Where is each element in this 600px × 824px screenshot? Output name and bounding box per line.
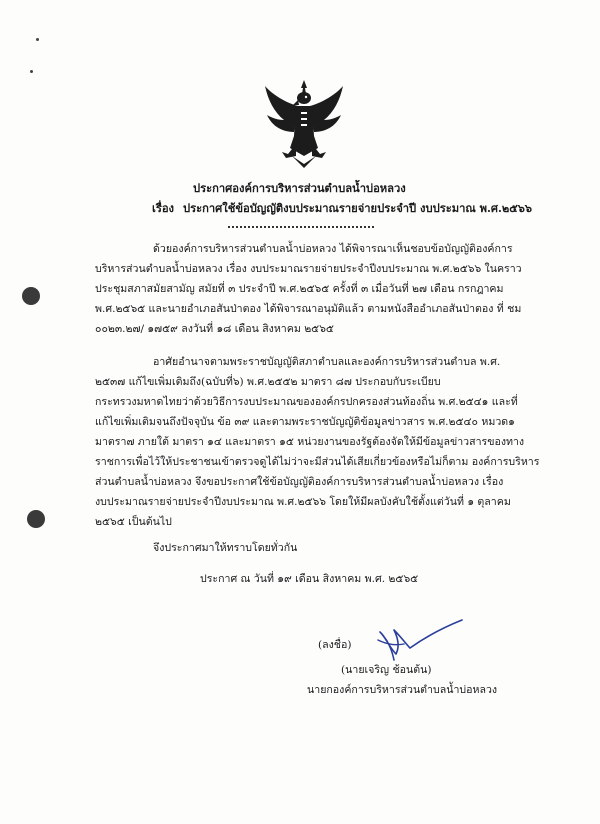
announcement-date: ประกาศ ณ วันที่ ๑๙ เดือน สิงหาคม พ.ศ. ๒๕๖๕ bbox=[200, 573, 419, 585]
paragraph2-line: ๒๕๓๗ แก้ไขเพิ่มเติมถึง(ฉบับที่๖) พ.ศ.๒๕๕๒ มาตรา ๘๗ ประกอบกับระเบียบ bbox=[95, 376, 441, 388]
punch-hole-bottom bbox=[27, 510, 45, 528]
paragraph2-line: งบประมาณรายจ่ายประจำปีงบประมาณ พ.ศ.๒๕๖๖ โดยให้มีผลบังคับใช้ตั้งแต่วันที่ ๑ ตุลาคม bbox=[95, 496, 511, 508]
paragraph1-line: ประชุมสภาสมัยสามัญ สมัยที่ ๓ ประจำปี พ.ศ.๒๕๖๕ ครั้งที่ ๓ เมื่อวันที่ ๒๗ เดือน กรกฎาคม bbox=[95, 283, 504, 295]
subject-text: ประกาศใช้ข้อบัญญัติงบประมาณรายจ่ายประจำปี งบประมาณ พ.ศ.๒๕๖๖ bbox=[183, 201, 532, 215]
paragraph2-line: กระทรวงมหาดไทยว่าด้วยวิธีการงบประมาณขององค์กรปกครองส่วนท้องถิ่น พ.ศ.๒๕๔๑ และที่ bbox=[95, 396, 518, 408]
signer-name: (นายเจริญ ช้อนต้น) bbox=[341, 664, 432, 676]
subject-label: เรื่อง bbox=[152, 201, 175, 215]
sign-label: (ลงชื่อ) bbox=[318, 639, 352, 651]
paragraph2-line: อาศัยอำนาจตามพระราชบัญญัติสภาตำบลและองค์การบริหารส่วนตำบล พ.ศ. bbox=[153, 356, 501, 368]
speck-mark bbox=[36, 38, 39, 41]
document-title: ประกาศองค์การบริหารส่วนตำบลน้ำบ่อหลวง bbox=[193, 181, 406, 195]
paragraph2-line: มาตรา๗ ภายใต้ มาตรา ๑๔ และมาตรา ๑๕ หน่วยงานของรัฐต้องจัดให้มีข้อมูลข่าวสารของทาง bbox=[95, 436, 525, 448]
speck-mark bbox=[30, 70, 33, 73]
punch-hole-top bbox=[22, 287, 40, 305]
paragraph1-line: บริหารส่วนตำบลน้ำบ่อหลวง เรื่อง งบประมาณรายจ่ายประจำปีงบประมาณ พ.ศ.๒๕๖๖ ในคราว bbox=[95, 263, 522, 275]
paragraph2-line: ส่วนตำบลน้ำบ่อหลวง จึงขอประกาศใช้ข้อบัญญัติองค์การบริหารส่วนตำบลน้ำบ่อหลวง เรื่อง bbox=[95, 476, 504, 488]
paragraph2-line: ราชการเพื่อไว้ให้ประชาชนเข้าตรวจดูได้ไม่ว่าจะมีส่วนได้เสียเกี่ยวข้องหรือไม่ก็ตาม องค์การบริหาร bbox=[95, 456, 540, 468]
paragraph1-line: ๐๐๒๓.๒๗/ ๑๗๕๙ ลงวันที่ ๑๘ เดือน สิงหาคม ๒๕๖๕ bbox=[95, 323, 334, 335]
paragraph2-line: แก้ไขเพิ่มเติมจนถึงปัจจุบัน ข้อ ๓๙ และตามพระราชบัญญัติข้อมูลข่าวสาร พ.ศ.๒๕๔๐ หมวด๑ bbox=[95, 416, 515, 428]
signer-position: นายกองค์การบริหารส่วนตำบลน้ำบ่อหลวง bbox=[307, 684, 498, 696]
title-divider bbox=[228, 226, 374, 228]
paragraph1-line: พ.ศ.๒๕๖๕ และนายอำเภอสันป่าตอง ได้พิจารณาอนุมัติแล้ว ตามหนังสืออำเภอสันป่าตอง ที่ ชม bbox=[95, 303, 522, 315]
garuda-emblem-icon bbox=[262, 78, 346, 170]
paragraph2-line: ๒๕๖๕ เป็นต้นไป bbox=[95, 516, 172, 528]
announcement-text: จึงประกาศมาให้ทราบโดยทั่วกัน bbox=[153, 542, 298, 554]
paragraph1-line: ด้วยองค์การบริหารส่วนตำบลน้ำบ่อหลวง ได้พิจารณาเห็นชอบข้อบัญญัติองค์การ bbox=[153, 243, 513, 255]
handwritten-signature bbox=[372, 618, 464, 662]
